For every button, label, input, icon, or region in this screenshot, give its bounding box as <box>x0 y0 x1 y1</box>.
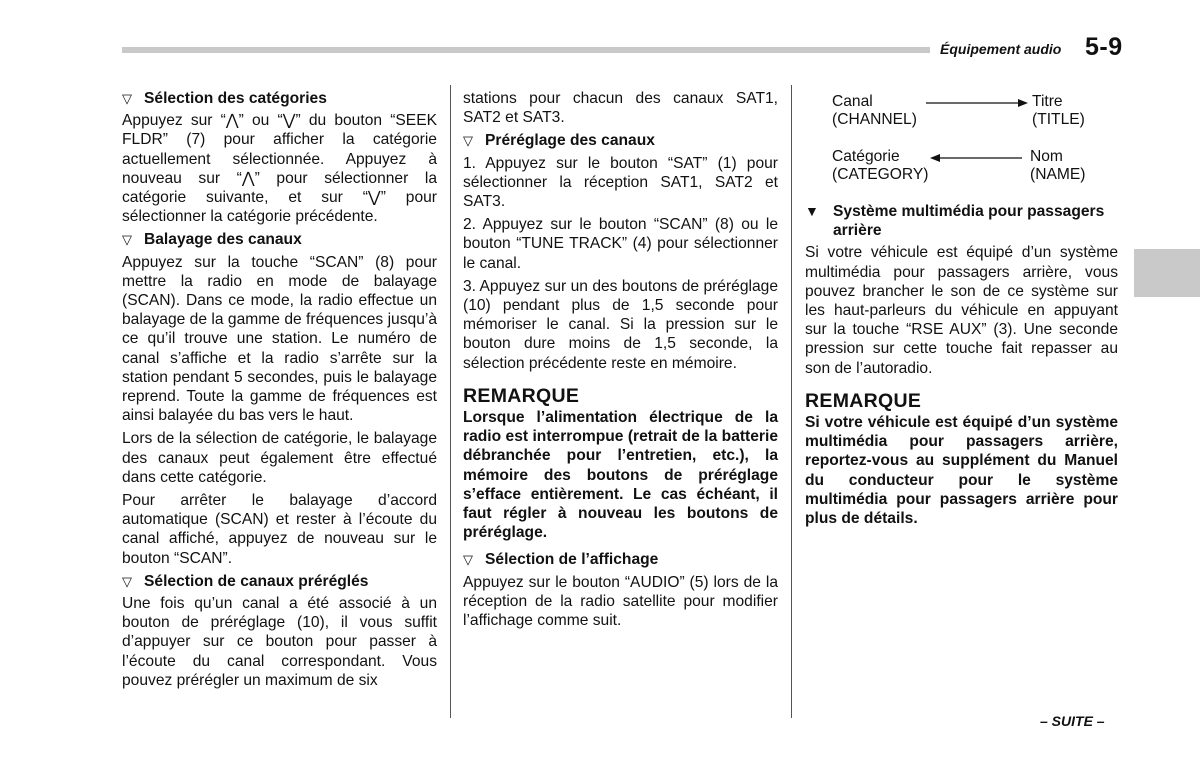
column-divider <box>450 85 451 718</box>
subheading: ▼ Système multimédia pour passagers arrière <box>805 203 1105 240</box>
step-3: 3. Appuyez sur un des boutons de préréglage (10) pendant plus de 1,5 seconde pour mémoriser le canal. Si la pression sur le bouton dure moins de 1,5 seconde, la sélection précédente reste en mémoire. <box>463 277 778 372</box>
column-left <box>122 89 437 694</box>
triangle-down-filled-icon: ▼ <box>805 203 819 219</box>
subheading: ▽ Préréglage des canaux <box>463 132 655 150</box>
paragraph: Pour arrêter le balayage d’accord automatique (SCAN) et rester à l’écoute du canal affiché, appuyez de nouveau sur le bouton “SCAN”. <box>122 492 437 567</box>
arrow-right-icon <box>926 99 1028 107</box>
node-canal: Canal (CHANNEL) <box>832 93 917 128</box>
chapter-tab <box>1134 249 1200 297</box>
triangle-down-icon: ▽ <box>463 552 473 568</box>
paragraph: Si votre véhicule est équipé d’un système multimédia pour passagers arrière, vous pouvez brancher le son de ce système sur les haut-parleurs du véhicule en appuyant sur la touche “RSE AUX” (3). Une seconde pression sur cette touche fait repasser au son de l’autoradio. <box>805 244 1118 377</box>
triangle-down-icon: ▽ <box>463 133 473 149</box>
step-2: 2. Appuyez sur le bouton “SCAN” (8) ou le bouton “TUNE TRACK” (4) pour sélectionner le canal. <box>463 216 778 272</box>
column-right <box>805 202 1118 532</box>
diagram-arrows <box>832 93 1102 188</box>
remark-text: Lorsque l’alimentation électrique de la radio est interrompue (retrait de la batterie débranchée pour l’entretien, etc.), la mémoire des boutons de préréglage s’efface entièrement. Le cas échéant, il faut régler à nouveau les boutons de préréglage. <box>463 409 778 542</box>
triangle-down-icon: ▽ <box>122 573 132 589</box>
paragraph: Une fois qu’un canal a été associé à un bouton de préréglage (10), il vous suffit d’appuyer sur ce bouton pour passer à l’écoute du canal correspondant. Vous pouvez prérégler un maximum de six <box>122 595 437 689</box>
header-rule <box>122 47 930 53</box>
section-title: Équipement audio <box>940 41 1062 57</box>
arrow-left-icon <box>930 154 1022 162</box>
subheading: ▽ Balayage des canaux <box>122 231 302 249</box>
paragraph: Appuyez sur le bouton “AUDIO” (5) lors de la réception de la radio satellite pour modifier l’affichage comme suit. <box>463 573 778 630</box>
subheading: ▽ Sélection de canaux préréglés <box>122 572 369 590</box>
paragraph: Appuyez sur “⋀” ou “⋁” du bouton “SEEK FLDR” (7) pour afficher la catégorie actuellement sélectionnée. Appuyez à nouveau sur “⋀” pour sélectionner la catégorie suivante, et sur “⋁” pour sélectionner la catégorie précédente. <box>122 112 437 226</box>
remark-text: Si votre véhicule est équipé d’un système multimédia pour passagers arrière, reportez-vous au supplément du Manuel du conducteur pour le système multimédia pour passagers arrière pour plus de détails. <box>805 414 1118 528</box>
node-nom: Nom (NAME) <box>1030 148 1086 183</box>
step-1: 1. Appuyez sur le bouton “SAT” (1) pour sélectionner la réception SAT1, SAT2 et SAT3. <box>463 154 778 211</box>
paragraph: stations pour chacun des canaux SAT1, SAT2 et SAT3. <box>463 90 778 127</box>
remark-heading: REMARQUE <box>805 389 922 412</box>
page-number: 5-9 <box>1085 33 1123 61</box>
display-cycle-diagram <box>832 93 1102 188</box>
remark-heading: REMARQUE <box>463 384 580 407</box>
paragraph: Lors de la sélection de catégorie, le balayage des canaux peut également être effectué dans cette catégorie. <box>122 430 437 486</box>
continued-label: – SUITE – <box>1040 713 1105 729</box>
subheading: ▽ Sélection des catégories <box>122 90 327 107</box>
paragraph: Appuyez sur la touche “SCAN” (8) pour mettre la radio en mode de balayage (SCAN). Dans ce mode, la radio effectue un balayage de la gamme de fréquences jusqu’à ce qu’il trouve une station. Le numéro de canal s’affiche et la radio s’arrête sur la station pendant 5 secondes, puis le balayage reprend. Toute la gamme de fréquences est ainsi balayée du bas vers le haut. <box>122 253 437 425</box>
node-titre: Titre (TITLE) <box>1032 93 1085 128</box>
node-categorie: Catégorie (CATEGORY) <box>832 148 929 183</box>
column-divider <box>791 85 792 718</box>
column-middle <box>463 89 778 634</box>
triangle-down-icon: ▽ <box>122 232 132 248</box>
subheading: ▽ Sélection de l’affichage <box>463 551 659 569</box>
triangle-down-icon: ▽ <box>122 91 132 106</box>
